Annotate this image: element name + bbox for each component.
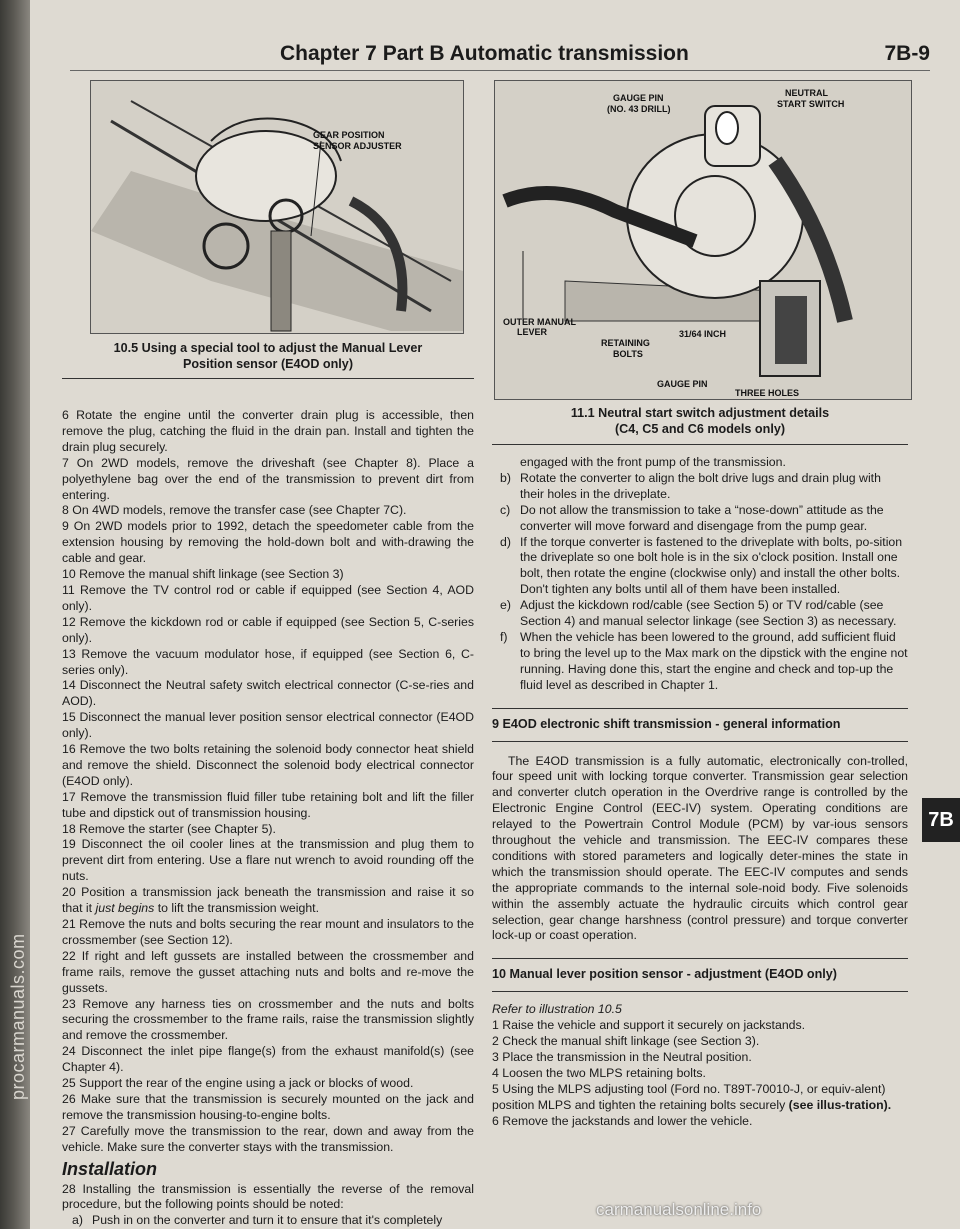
section10-step-1: 1 Raise the vehicle and support it securely on jackstands. (492, 1018, 806, 1033)
para-8: 8 On 4WD models, remove the transfer case (see Chapter 7C). (62, 503, 407, 518)
item-c-text: Do not allow the transmission to take a “nose-down” attitude as the converter will move forward and disengage from the pump gear. (520, 502, 884, 533)
para-10: 10 Remove the manual shift linkage (see Section 3) (62, 567, 344, 582)
side-watermark: procarmanuals.com (8, 933, 28, 1100)
para-20 (62, 885, 474, 917)
section10-step-3: 3 Place the transmission in the Neutral position. (492, 1050, 752, 1064)
fig2-caption-line1: 11.1 Neutral start switch adjustment details (570, 406, 830, 420)
install-item-d (492, 535, 908, 599)
item-e-text: Adjust the kickdown rod/cable (see Section 5) or TV rod/cable (see Section 4) and manual selector linkage (see Section 3) as necessary. (520, 598, 897, 629)
para-6: 6 Rotate the engine until the converter drain plug is accessible, then remove the plug, catching the fluid in the drain pan. Install and tighten the drain plug securely. (62, 408, 474, 454)
section10-step-2: 2 Check the manual shift linkage (see Section 3). (492, 1034, 760, 1049)
page-header (280, 42, 930, 66)
fig1-caption-line2: Position sensor (E4OD only) (182, 357, 354, 371)
para-18: 18 Remove the starter (see Chapter 5). (62, 821, 276, 836)
section10-rule-bottom (492, 991, 908, 992)
section10-step-6: 6 Remove the jackstands and lower the vehicle. (492, 1113, 753, 1128)
footer-watermark: carmanualsonline.info (596, 1200, 762, 1219)
item-b-text: Rotate the converter to align the bolt drive lugs and drain plug with their holes in the driveplate. (520, 470, 881, 501)
fig2-lever: LEVER (517, 327, 548, 337)
para-20-em: just begins (95, 901, 155, 916)
fig2-bolts: BOLTS (613, 349, 643, 359)
install-item-a (62, 1213, 474, 1229)
fig2-gauge-pin-top: GAUGE PIN (613, 93, 664, 103)
fig2-outer: OUTER MANUAL (503, 317, 576, 327)
fig1-caption-line1: 10.5 Using a special tool to adjust the Manual Lever (113, 341, 423, 355)
chapter-tab: 7B (922, 798, 960, 842)
item-c-label: c) (500, 502, 511, 517)
para-23: 23 Remove any harness ties on crossmember and the nuts and bolts securing the crossmember to the frame rails, raise the transmission slightly and remove the crossmember. (62, 996, 474, 1043)
para-21: 21 Remove the nuts and bolts securing the rear mount and insulators to the crossmember (see Section 12). (62, 917, 474, 947)
install-item-a-continued: engaged with the front pump of the transmission. (520, 455, 786, 469)
para-14: 14 Disconnect the Neutral safety switch electrical connector (C-se-ries and AOD). (62, 678, 474, 709)
install-item-a-label: a) (72, 1213, 83, 1228)
install-item-b (492, 471, 908, 503)
fig2-neutral: NEUTRAL (785, 88, 828, 98)
para-11: 11 Remove the TV control rod or cable if equipped (see Section 4, AOD only). (62, 582, 474, 613)
step5-b: (see illus-tration) (788, 1097, 888, 1112)
section9-rule-bottom (492, 741, 908, 742)
fig2-three-holes: THREE HOLES (735, 388, 800, 398)
para-20-b: to lift the transmission weight. (154, 901, 320, 916)
header-rule (70, 70, 930, 71)
figure-10-5-illustration (91, 81, 463, 333)
install-item-c (492, 503, 908, 535)
chapter-title: Chapter 7 Part B Automatic transmission (280, 42, 689, 65)
step5-a: 5 Using the MLPS adjusting tool (Ford no. T89T-70010-J, or equiv-alent) position MLPS and tighten the retaining bolts securely (492, 1081, 886, 1112)
installation-heading: Installation (62, 1158, 158, 1179)
install-item-e (492, 598, 908, 630)
para-17: 17 Remove the transmission fluid filler tube retaining bolt and lift the filler tube and dipstick out of transmission housing. (62, 789, 474, 820)
fig2-retaining: RETAINING (601, 338, 650, 348)
section9-body: The E4OD transmission is a fully automatic, electronically con-trolled, four speed unit with locking torque converter. Transmission gear selection and converter clutch operation in the Overdrive range is controlled by the Electronic Engine Control (EEC-IV) system. Operating conditions are relayed to the Powertrain Control Module (PCM) by var-ious sensors throughout the vehicle and transmission. The EEC-IV compares these conditions with stored parameters and logically deter-mines the state in which the transmission should operate. The EEC-IV computes and sends the appropriate commands to the internal sole-noid body. Five solenoids within the assembly actuate the hydraulic circuits which control gear selection, gear change harshness (control pressure) and torque converter lock-up or coast operation. (492, 753, 908, 943)
figure-11-1-illustration (495, 81, 911, 399)
section9-heading: 9 E4OD electronic shift transmission - general information (492, 716, 841, 731)
para-28: 28 Installing the transmission is essentially the reverse of the removal procedure, but the following points should be noted: (62, 1181, 474, 1212)
fig2-caption-line2: (C4, C5 and C6 models only) (614, 422, 786, 436)
figure-11-1 (494, 80, 912, 400)
item-f-label: f) (500, 629, 508, 644)
para-20-a: 20 Position a transmission jack beneath the transmission and raise it so that it (62, 885, 474, 916)
para-25: 25 Support the rear of the engine using a jack or blocks of wood. (62, 1076, 414, 1091)
section10-ref: Refer to illustration 10.5 (492, 1002, 622, 1017)
para-13: 13 Remove the vacuum modulator hose, if equipped (see Section 6, C-series only). (62, 646, 474, 677)
section10-heading: 10 Manual lever position sensor - adjustment (E4OD only) (492, 967, 837, 982)
left-column (62, 408, 474, 1229)
section9-rule-top (492, 708, 908, 709)
fig2-start-switch: START SWITCH (777, 99, 845, 109)
para-9: 9 On 2WD models prior to 1992, detach the speedometer cable from the extension housing by removing the hold-down bolt and with-drawing the cable and gear. (62, 519, 474, 566)
para-24: 24 Disconnect the inlet pipe flange(s) from the exhaust manifold(s) (see Chapter 4). (62, 1044, 474, 1075)
figure-10-5-caption (62, 340, 474, 372)
item-d-label: d) (500, 534, 511, 549)
item-f-text: When the vehicle has been lowered to the ground, add sufficient fluid to bring the level up to the Max mark on the dipstick with the engine not running. Having done this, start the engine and check and top-up the fluid level as described in Chapter 1. (520, 629, 908, 692)
para-12: 12 Remove the kickdown rod or cable if equipped (see Section 5, C-series only). (62, 614, 474, 645)
fig1-label-2: SENSOR ADJUSTER (313, 141, 402, 151)
fig2-gauge-pin-bottom: GAUGE PIN (657, 379, 708, 389)
section10-rule-top (492, 958, 908, 959)
fig1-rule (62, 378, 474, 379)
para-27: 27 Carefully move the transmission to the rear, down and away from the vehicle. Make sure the converter stays with the transmission. (62, 1123, 474, 1154)
item-b-label: b) (500, 470, 511, 485)
para-16: 16 Remove the two bolts retaining the solenoid body connector heat shield and remove the shield. Disconnect the solenoid body electrical connector (E4OD only). (62, 742, 474, 788)
fig2-drill: (NO. 43 DRILL) (607, 104, 671, 114)
install-item-a-text: Push in on the converter and turn it to ensure that it's completely (92, 1213, 443, 1228)
section10-step-4: 4 Loosen the two MLPS retaining bolts. (492, 1065, 706, 1080)
fig1-label-1: GEAR POSITION (313, 130, 385, 140)
fig2-inch: 31/64 INCH (679, 329, 727, 339)
figure-11-1-caption (492, 405, 908, 437)
para-7: 7 On 2WD models, remove the driveshaft (see Chapter 8). Place a polyethylene bag over the end of the transmission to prevent dirt from entering. (62, 455, 474, 502)
section10-step-5 (492, 1082, 908, 1114)
item-e-label: e) (500, 598, 511, 613)
para-19: 19 Disconnect the oil cooler lines at the transmission and plug them to prevent dirt from entering. Use a flare nut wrench to avoid rounding off the nuts. (62, 837, 474, 884)
para-26: 26 Make sure that the transmission is securely mounted on the jack and remove the transmission housing-to-engine bolts. (62, 1091, 474, 1122)
page-number: 7B-9 (884, 42, 930, 65)
para-15: 15 Disconnect the manual lever position sensor electrical connector (E4OD only). (62, 710, 474, 741)
right-column (492, 455, 908, 1130)
install-item-f (492, 630, 908, 694)
para-22: 22 If right and left gussets are installed between the crossmember and frame rails, remove the gusset attaching nuts and bolts and re-move the gussets. (62, 948, 474, 995)
step5-c: . (887, 1097, 892, 1112)
figure-10-5 (90, 80, 464, 334)
item-d-text: If the torque converter is fastened to the driveplate with bolts, po-sition the driveplate so one bolt hole is in the six o'clock position. Install one bolt, then rotate the engine (clockwise only) and install the other bolts. Don't tighten any bolts until all of them have been installed. (520, 534, 903, 597)
fig2-rule (492, 444, 908, 445)
